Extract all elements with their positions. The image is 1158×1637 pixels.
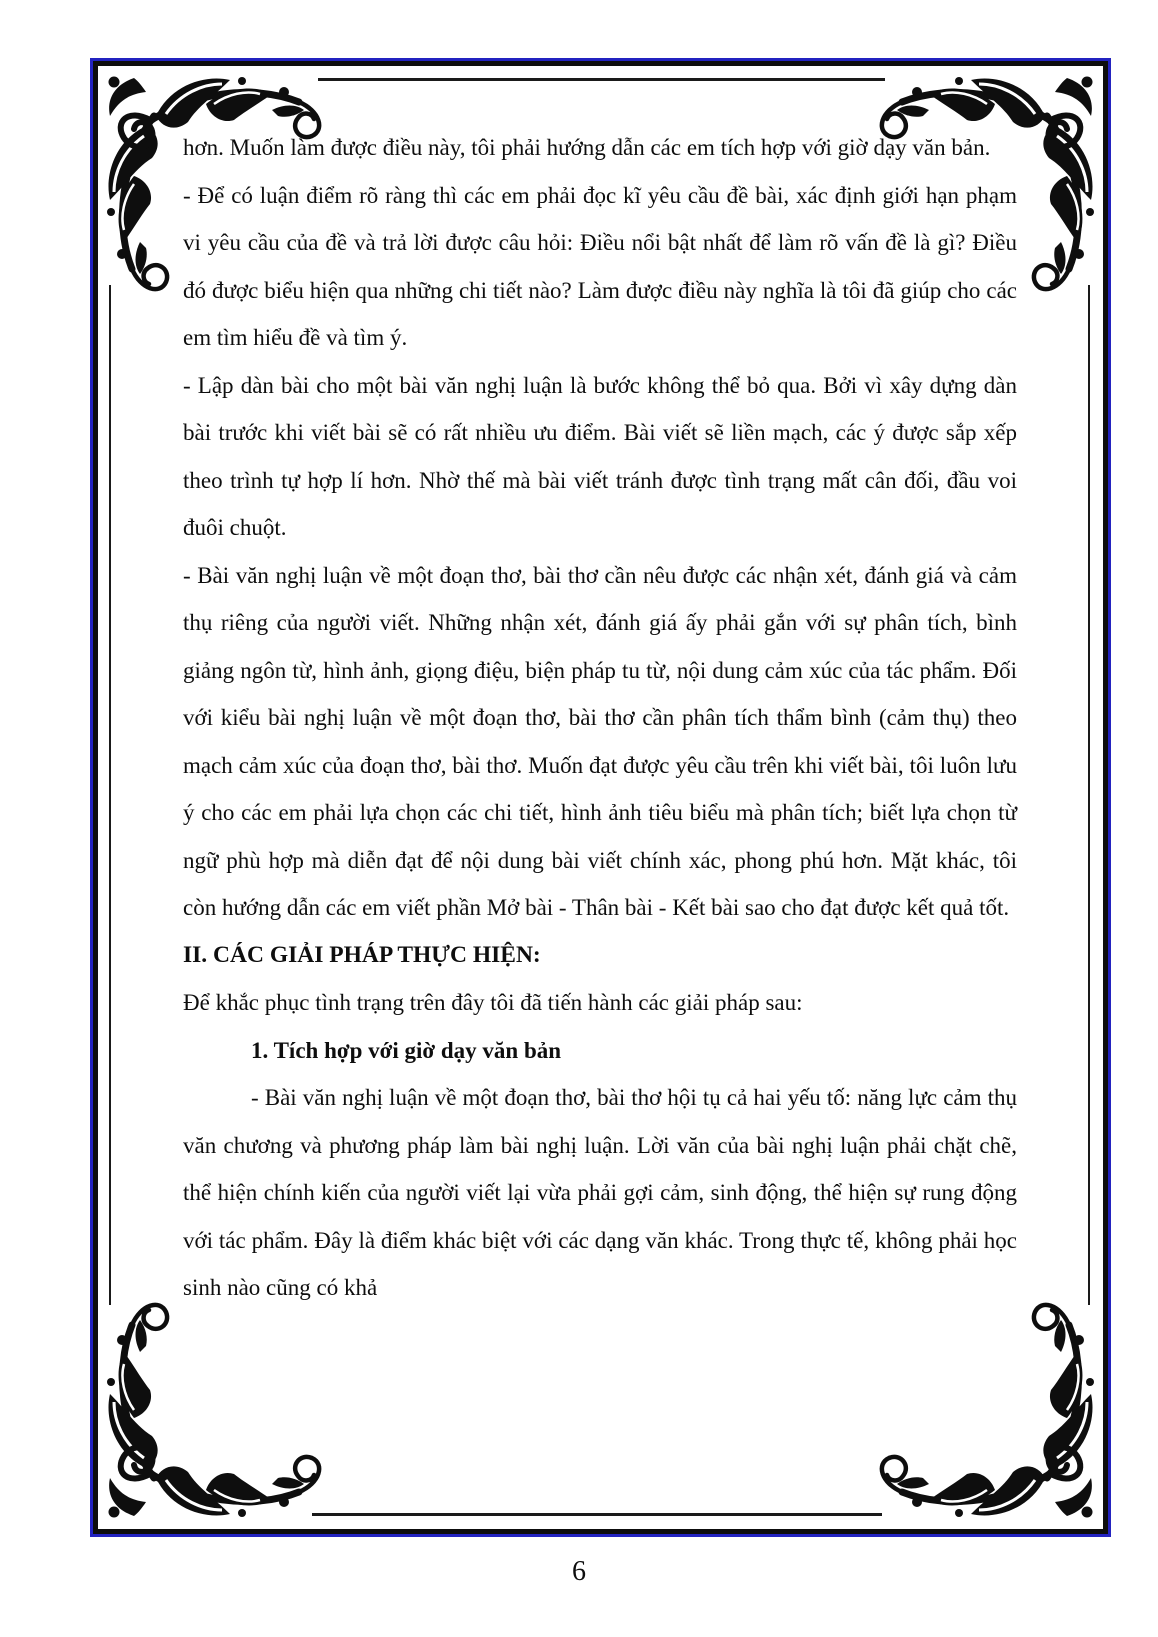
paragraph-continuation: hơn. Muốn làm được điều này, tôi phải hướng dẫn các em tích hợp với giờ dạy văn bản.	[183, 135, 991, 160]
paragraph-commentary: - Bài văn nghị luận về một đoạn thơ, bài thơ cần nêu được các nhận xét, đánh giá và cảm thụ riêng của người viết. Những nhận xét, đánh giá ấy phải gắn với sự phân tích, bình giảng ngôn từ, hình ảnh, giọng điệu, biện pháp tu từ, nội dung cảm xúc của tác phẩm. Đối với kiểu bài nghị luận về một đoạn thơ, bài thơ cần phân tích thẩm bình (cảm thụ) theo mạch cảm xúc của đoạn thơ, bài thơ. Muốn đạt được yêu cầu trên khi viết bài, tôi luôn lưu ý cho các em phải lựa chọn các chi tiết, hình ảnh tiêu biểu mà phân tích; biết lựa chọn từ ngữ phù hợp mà diễn đạt để nội dung bài viết chính xác, phong phú hơn. Mặt khác, tôi còn hướng dẫn các em viết phần Mở bài - Thân bài - Kết bài sao cho đạt được kết quả tốt.	[183, 562, 1017, 920]
corner-flourish-bottom-right-icon	[867, 1290, 1107, 1530]
corner-flourish-bottom-left-icon	[94, 1290, 334, 1530]
inner-rule-left	[109, 285, 111, 1305]
paragraph-integration: - Bài văn nghị luận về một đoạn thơ, bài thơ hội tụ cả hai yếu tố: năng lực cảm thụ văn chương và phương pháp làm bài nghị luận. Lời văn của bài nghị luận phải chặt chẽ, thể hiện chính kiến của người viết lại vừa phải gợi cảm, sinh động, thể hiện sự rung động với tác phẩm. Đây là điểm khác biệt với các dạng văn khác. Trong thực tế, không phải học sinh nào cũng có khả	[183, 1085, 1017, 1300]
section-heading: II. CÁC GIẢI PHÁP THỰC HIỆN:	[183, 941, 541, 968]
inner-rule-top	[318, 78, 885, 81]
paragraph-outline: - Lập dàn bài cho một bài văn nghị luận là bước không thể bỏ qua. Bởi vì xây dựng dàn bài trước khi viết bài sẽ có rất nhiều ưu điểm. Bài viết sẽ liền mạch, các ý được sắp xếp theo trình tự hợp lí hơn. Nhờ thế mà bài viết tránh được tình trạng mất cân đối, đầu voi đuôi chuột.	[183, 372, 1017, 540]
document-text	[183, 124, 1017, 1312]
paragraph-solutions-intro: Để khắc phục tình trạng trên đây tôi đã tiến hành các giải pháp sau:	[183, 990, 803, 1015]
inner-rule-bottom	[312, 1513, 882, 1516]
page-number: 6	[572, 1556, 586, 1587]
subsection-heading: 1. Tích hợp với giờ dạy văn bản	[251, 1037, 562, 1063]
inner-rule-right	[1088, 285, 1090, 1305]
paragraph-find-idea: - Để có luận điểm rõ ràng thì các em phải đọc kĩ yêu cầu đề bài, xác định giới hạn phạm vi yêu cầu của đề và trả lời được câu hỏi: Điều nổi bật nhất để làm rõ vấn đề là gì? Điều đó được biểu hiện qua những chi tiết nào? Làm được điều này nghĩa là tôi đã giúp cho các em tìm hiểu đề và tìm ý.	[183, 182, 1017, 350]
